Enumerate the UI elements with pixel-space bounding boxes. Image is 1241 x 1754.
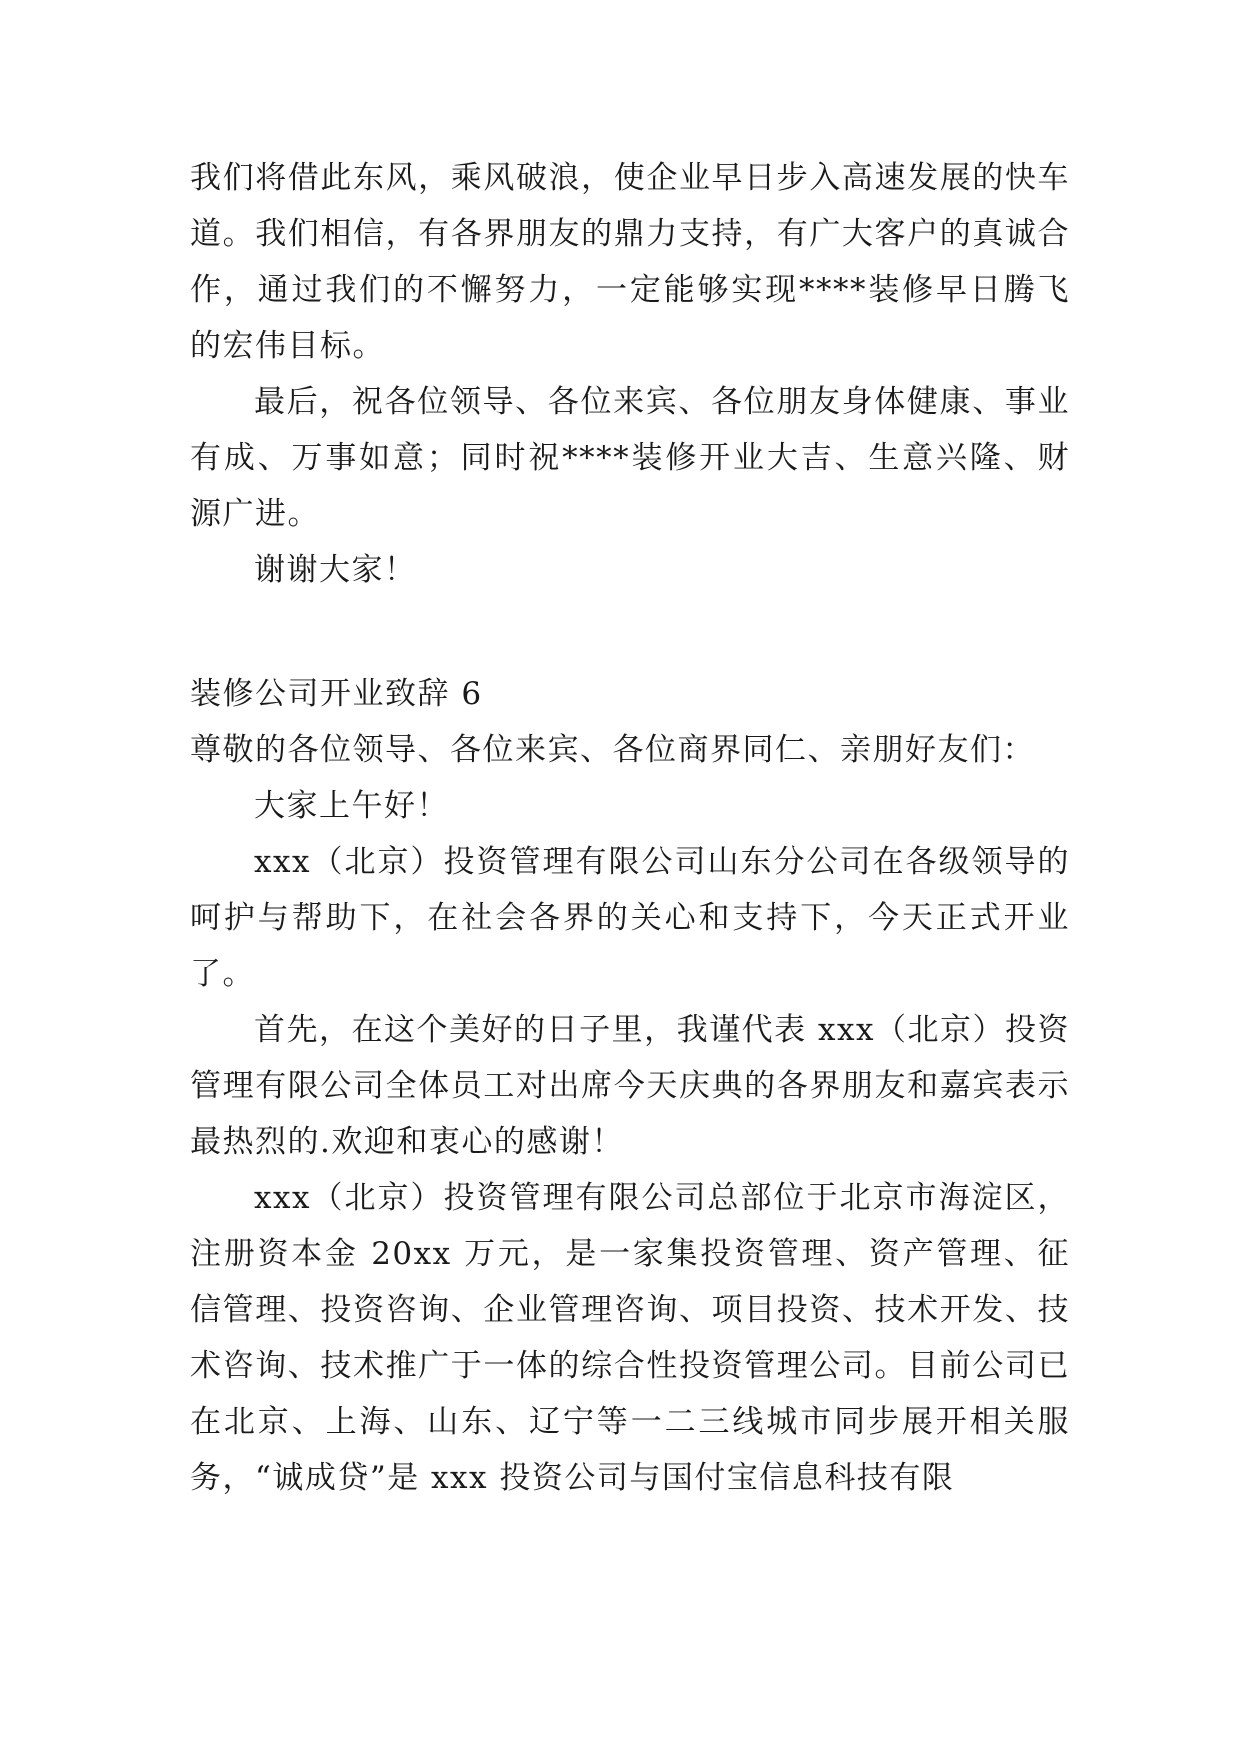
greeting: 大家上午好！	[254, 788, 449, 824]
document-page	[190, 150, 1070, 1506]
body-paragraph: xxx（北京）投资管理有限公司山东分公司在各级领导的呵护与帮助下，在社会各界的关心和支持下，今天正式开业了。	[190, 844, 1070, 992]
closing-wishes-paragraph: 最后，祝各位领导、各位来宾、各位朋友身体健康、事业有成、万事如意；同时祝****装修开业大吉、生意兴隆、财源广进。	[190, 384, 1070, 532]
section-spacer	[190, 598, 1070, 666]
salutation: 尊敬的各位领导、各位来宾、各位商界同仁、亲朋好友们：	[190, 732, 1035, 768]
thanks-line: 谢谢大家！	[254, 552, 417, 588]
section-title: 装修公司开业致辞 6	[190, 676, 483, 712]
body-paragraph: xxx（北京）投资管理有限公司总部位于北京市海淀区，注册资本金 20xx 万元，是一家集投资管理、资产管理、征信管理、投资咨询、企业管理咨询、项目投资、技术开发、技术咨询、技术推广于一体的综合性投资管理公司。目前公司已在北京、上海、山东、辽宁等一二三线城市同步展开相关服务，“诚成贷”是 xxx 投资公司与国付宝信息科技有限	[190, 1180, 1070, 1496]
body-paragraph: 我们将借此东风，乘风破浪，使企业早日步入高速发展的快车道。我们相信，有各界朋友的鼎力支持，有广大客户的真诚合作，通过我们的不懈努力，一定能够实现****装修早日腾飞的宏伟目标。	[190, 160, 1070, 364]
body-paragraph: 首先，在这个美好的日子里，我谨代表 xxx（北京）投资管理有限公司全体员工对出席今天庆典的各界朋友和嘉宾表示最热烈的.欢迎和衷心的感谢！	[190, 1012, 1070, 1160]
